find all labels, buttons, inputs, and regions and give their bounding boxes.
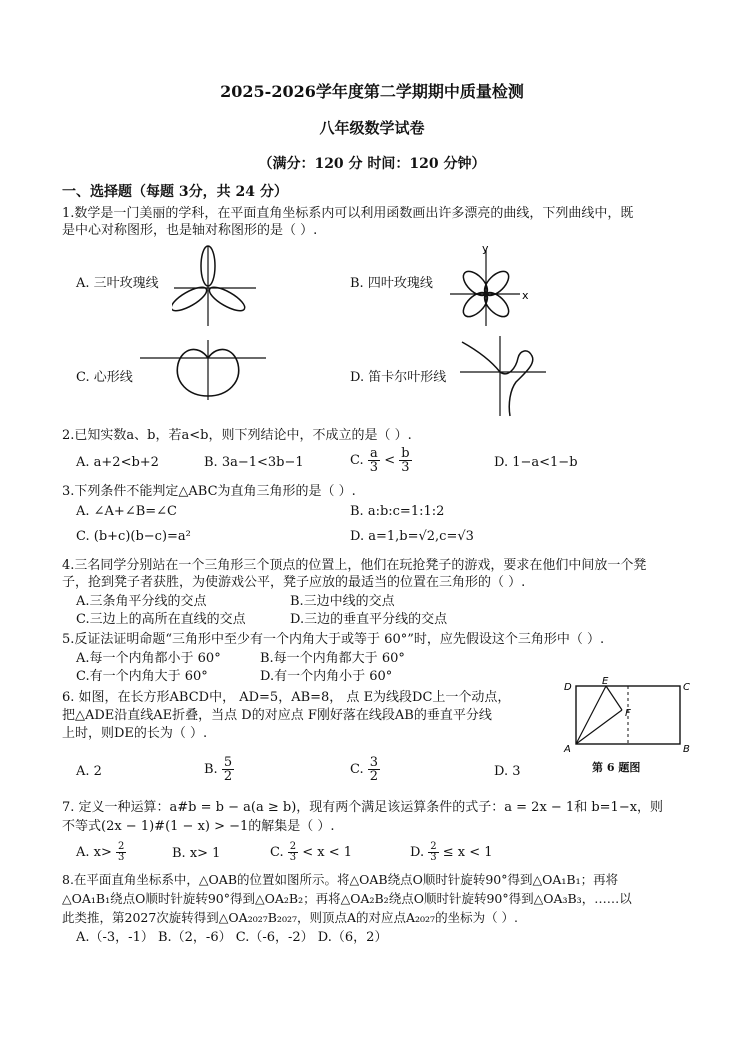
q2-option-b: B. 3a−1<3b−1 [204,455,304,470]
q6-fraction-3-2: $\frac{3}{2}$ [369,755,379,784]
q2-option-c [350,446,412,476]
q1-line2: 是中心对称图形，也是轴对称图形的是（ ）. [62,223,318,238]
four-leaf-rose-figure [448,244,534,328]
q2-option-c-label: C. [350,453,364,468]
q3-option-d: D. a=1,b=√2,c=√3 [350,529,474,544]
q1-option-d: D. 笛卡尔叶形线 [350,370,447,385]
label-d: D [564,682,572,693]
q6-option-c-label: C. [350,762,364,777]
q7-line1: 7. 定义一种运算：a#b = b − a(a ≥ b)，现有两个满足该运算条件的式子：a = 2x − 1和 b=1−x，则 [62,800,664,815]
three-leaf-rose-figure [172,244,258,328]
q6-option-b-label: B. [204,762,218,777]
q7-option-d-prefix: D. [410,845,425,860]
q2-fraction-b3: $\frac{b}{3}$ [401,446,410,475]
q1-line1: 1.数学是一门美丽的学科，在平面直角坐标系内可以利用函数画出许多漂亮的曲线，下列曲线中，既 [62,206,634,221]
q4-option-a: A.三条角平分线的交点 [76,594,207,609]
exam-info: （满分：120 分 时间：120 分钟） [258,156,486,172]
q2-option-d: D. 1−a<1−b [494,455,578,470]
q6-line1: 6. 如图，在长方形ABCD中， AD=5，AB=8， 点 E为线段DC上一个动点， [62,690,511,705]
q8-line2: △OA₁B₁绕点O顺时针旋转90°得到△OA₂B₂；再将△OA₂B₂绕点O顺时针旋转90°得到△OA₃B₃，……以 [62,891,632,906]
x-axis-label: x [522,289,529,302]
q6-rectangle-figure [562,676,696,756]
q7-option-a-prefix: A. x> [76,845,112,860]
q7-line2: 不等式(2x − 1)#(1 − x) > −1的解集是（ ）. [62,819,335,834]
q7-option-d-suffix: ≤ x < 1 [442,845,493,860]
q7-option-c-fraction: $\frac{2}{3}$ [289,841,297,863]
q7-option-a [76,838,126,868]
q1-option-a: A. 三叶玫瑰线 [76,276,159,291]
q4-option-c: C.三边上的高所在直线的交点 [76,612,246,627]
q6-fraction-5-2: $\frac{5}{2}$ [223,755,233,784]
label-b: B [683,744,690,755]
q2-option-a: A. a+2<b+2 [76,455,159,470]
q3-stem: 3.下列条件不能判定△ABC为直角三角形的是（ ）. [62,484,356,499]
q3-option-a: A. ∠A+∠B=∠C [76,504,178,519]
q2-fraction-a3: $\frac{a}{3}$ [369,446,379,475]
q4-line2: 子，抢到凳子者获胜，为使游戏公平，凳子应放的最适当的位置在三角形的（ ）. [62,575,526,590]
q7-option-c-prefix: C. [270,845,284,860]
q6-option-a: A. 2 [76,764,102,779]
q6-option-c [350,752,380,788]
cardioid-figure [138,338,268,408]
q7-option-a-fraction: $\frac{2}{3}$ [118,841,125,863]
q5-option-c: C.有一个内角大于 60° [76,669,208,684]
q7-option-c-suffix: < x < 1 [302,845,353,860]
q7-option-c [270,838,352,868]
q8-line1: 8.在平面直角坐标系中，△OAB的位置如图所示。将△OAB绕点O顺时针旋转90°得到△OA₁B₁；再将 [62,872,619,887]
q6-line2: 把△ADE沿直线AE折叠，当点 D的对应点 F刚好落在线段AB的垂直平分线 [62,708,492,723]
q4-option-b: B.三边中线的交点 [290,594,395,609]
q4-option-d: D.三边的垂直平分线的交点 [290,612,448,627]
q2-relation: < [384,453,396,468]
label-a: A [564,744,571,755]
label-e: E [602,676,609,687]
q5-stem: 5.反证法证明命题“三角形中至少有一个内角大于或等于 60°”时，应先假设这个三角形中（ ）. [62,632,605,647]
q7-option-b: B. x> 1 [172,846,221,861]
q6-line3: 上时，则DE的长为（ ）. [62,726,208,741]
exam-subtitle: 八年级数学试卷 [319,119,425,137]
q6-option-d: D. 3 [494,764,521,779]
q5-option-b: B.每一个内角都大于 60° [260,651,405,666]
label-f: F [625,708,631,719]
q5-option-d: D.有一个内角小于 60° [260,669,393,684]
q5-option-a: A.每一个内角都小于 60° [76,651,221,666]
q2-stem: 2.已知实数a、b，若a<b，则下列结论中，不成立的是（ ）. [62,428,412,443]
section-heading: 一、选择题（每题 3分，共 24 分） [62,184,288,200]
q1-option-b: B. 四叶玫瑰线 [350,276,433,291]
q6-figure-caption: 第 6 题图 [592,761,641,774]
q6-option-b [204,752,234,788]
exam-title: 2025-2026学年度第二学期期中质量检测 [220,82,524,101]
folium-figure [458,334,548,418]
q3-option-c: C. (b+c)(b−c)=a² [76,529,191,544]
y-axis-label: y [482,244,489,255]
q4-line1: 4.三名同学分别站在一个三角形三个顶点的位置上，他们在玩抢凳子的游戏，要求在他们中间放一个凳 [62,558,647,573]
q7-option-d-fraction: $\frac{2}{3}$ [430,841,437,863]
q7-option-d [410,838,493,868]
q1-option-c: C. 心形线 [76,370,133,385]
q8-options: A.（-3，-1） B.（2，-6） C.（-6，-2） D.（6，2） [76,930,388,945]
label-c: C [683,682,690,693]
q8-line3: 此类推，第2027次旋转得到△OA₂₀₂₇B₂₀₂₇，则顶点A的对应点A₂₀₂₇的坐标为（ ）. [62,910,519,925]
q3-option-b: B. a:b:c=1:1:2 [350,504,445,519]
